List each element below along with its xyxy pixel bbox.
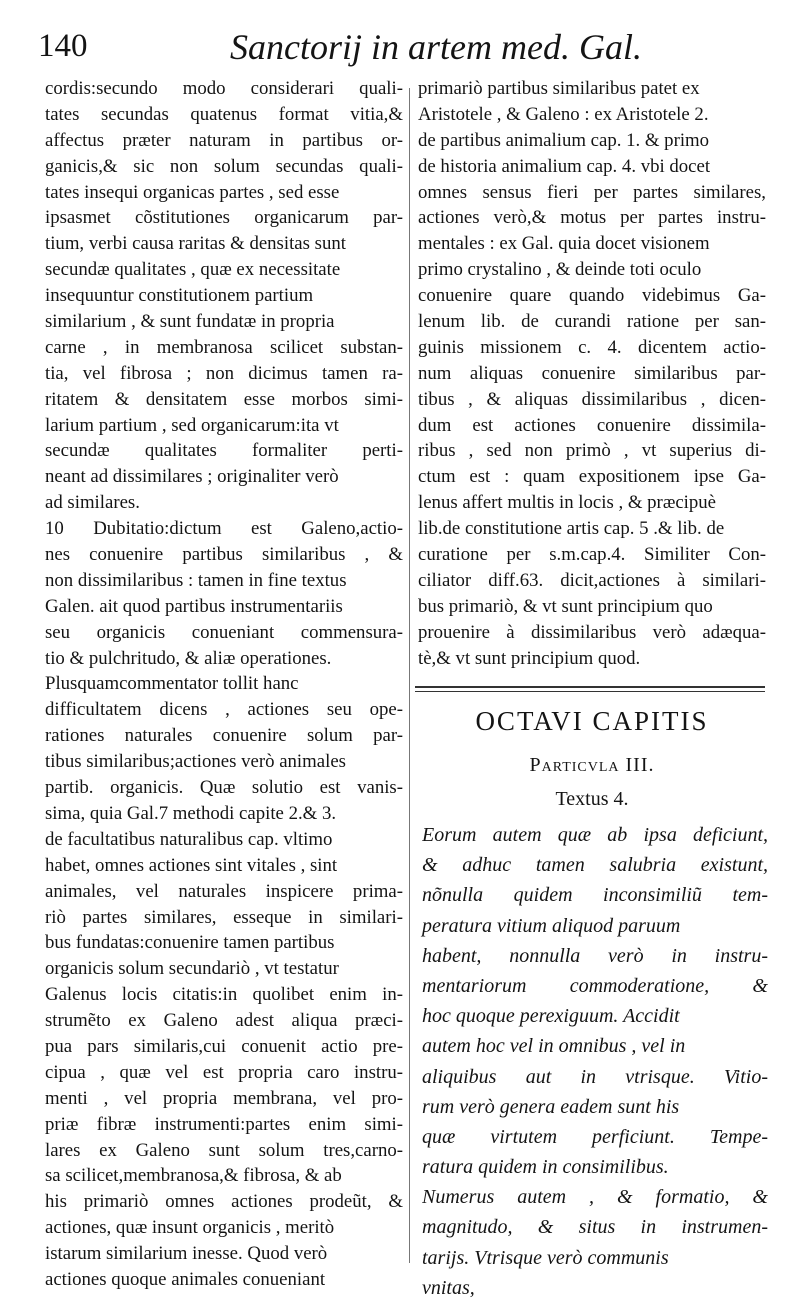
section-rule [415, 686, 765, 688]
quoted-line: peratura vitium aliquod paruum [422, 914, 681, 937]
text-line: secundæ qualitates , quæ ex necessitate [45, 259, 341, 281]
text-line: strumẽto ex Galeno adest aliqua præci- [45, 1010, 403, 1032]
text-line: carne , in membranosa scilicet substan- [45, 336, 403, 358]
text-line: tibus similaribus;actiones verò animales [45, 751, 346, 773]
text-line: Galen. ait quod partibus instrumentariis [45, 595, 343, 617]
text-line: guinis missionem c. 4. dicentem actio- [418, 336, 766, 358]
text-line: actiones quoque animales conueniant [45, 1268, 326, 1290]
text-line: partib. organicis. Quæ solutio est vanis- [45, 777, 403, 799]
text-line: cipua , quæ vel est propria caro instru- [45, 1061, 403, 1083]
text-line: num aliquas conuenire similaribus par- [418, 362, 766, 384]
text-line: organicis solum secundariò , vt testatur [45, 958, 339, 980]
text-line: Plusquamcommentator tollit hanc [45, 673, 299, 695]
quoted-line: ratura quidem in consimilibus. [422, 1156, 669, 1179]
column-rule [409, 88, 410, 1263]
text-line: conuenire quare quando videbimus Ga- [418, 285, 766, 307]
quoted-line: vnitas, [422, 1276, 475, 1299]
section-textus: Textus 4. [555, 788, 629, 810]
text-line: tium, verbi causa raritas & densitas sunt [45, 233, 346, 255]
text-line: prouenire à dissimilaribus verò adæqua- [418, 621, 766, 643]
text-line: tè,& vt sunt principium quod. [418, 647, 641, 669]
text-line: riò partes similares, esseque in similari- [45, 906, 403, 928]
text-line: sa scilicet,membranosa,& fibrosa, & ab [45, 1165, 342, 1187]
text-line: mentales : ex Gal. quia docet visionem [418, 233, 710, 255]
quoted-line: Eorum autem quæ ab ipsa deficiunt, [422, 824, 768, 846]
text-line: lib.de constitutione artis cap. 5 .& lib. de [418, 518, 725, 540]
text-line: actiones verò,& motus per partes instru- [418, 207, 766, 229]
text-line: lares ex Galeno sunt solum tres,carno- [45, 1139, 403, 1161]
text-line: non dissimilaribus : tamen in fine textus [45, 569, 347, 591]
quoted-text-block [422, 820, 768, 1303]
text-line: cordis:secundo modo considerari quali- [45, 78, 403, 99]
quoted-line: mentariorum commoderatione, & [422, 974, 768, 997]
text-line: larium partium , sed organicarum:ita vt [45, 414, 339, 436]
text-line: Aristotele , & Galeno : ex Aristotele 2. [418, 103, 709, 125]
text-line: ipsasmet cõstitutiones organicarum par- [45, 207, 403, 229]
text-line: lenum lib. de curandi ratione per san- [418, 311, 766, 333]
quoted-line: magnitudo, & situs in instrumen- [422, 1216, 768, 1239]
text-line: curatione per s.m.cap.4. Similiter Con- [418, 544, 766, 566]
text-line: ciliator diff.63. dicit,actiones à similari- [418, 569, 766, 591]
text-line: tates secundas quatenus format vitia,& [45, 103, 403, 125]
text-line: de facultatibus naturalibus cap. vltimo [45, 828, 333, 850]
text-line: difficultatem dicens , actiones seu ope- [45, 699, 403, 721]
text-line: tibus , & aliquas dissimilaribus , dicen- [418, 388, 766, 410]
section-rule-thin [415, 691, 765, 692]
text-line: lenus affert multis in locis , & præcipuè [418, 492, 717, 514]
text-line: affectus præter naturam in partibus or- [45, 129, 403, 151]
quoted-line: tarijs. Vtrisque verò communis [422, 1246, 669, 1269]
text-line: primo crystalino , & deinde toti oculo [418, 259, 702, 281]
text-line: bus fundatas:conuenire tamen partibus [45, 932, 335, 954]
text-line: primariò partibus similaribus patet ex [418, 78, 700, 99]
text-line: de historia animalium cap. 4. vbi docet [418, 155, 711, 177]
text-line: menti , vel propria membrana, vel pro- [45, 1087, 403, 1109]
quoted-line: autem hoc vel in omnibus , vel in [422, 1035, 686, 1058]
text-line: ad similares. [45, 492, 140, 514]
text-line: secundæ qualitates formaliter perti- [45, 440, 403, 462]
text-line: ribus , sed non primò , vt superius di- [418, 440, 766, 462]
quoted-line: quæ virtutem perficiunt. Tempe- [422, 1125, 768, 1148]
text-line: neant ad dissimilares ; originaliter verò [45, 466, 339, 488]
text-line: tia, vel fibrosa ; non dicimus tamen ra- [45, 362, 403, 384]
text-line: actiones, quæ insunt organicis , meritò [45, 1217, 335, 1239]
quoted-line: aliquibus aut in vtrisque. Vitio- [422, 1065, 768, 1088]
text-line: de partibus animalium cap. 1. & primo [418, 129, 710, 151]
text-line: ritatem & densitatem esse morbos simi- [45, 388, 403, 410]
text-line: nes conuenire partibus similaribus , & [45, 544, 403, 566]
quoted-line: rum verò genera eadem sunt his [422, 1095, 680, 1118]
text-line: Galenus locis citatis:in quolibet enim in- [45, 984, 403, 1006]
page-header [30, 22, 770, 72]
text-line: 10 Dubitatio:dictum est Galeno,actio- [45, 518, 403, 540]
text-line: priæ fibræ instrumenti:partes enim simi- [45, 1113, 403, 1135]
quoted-line: & adhuc tamen salubria existunt, [422, 854, 768, 877]
section-title: OCTAVI CAPITIS [475, 706, 709, 736]
quoted-line: nõnulla quidem inconsimiliũ tem- [422, 884, 768, 907]
text-line: seu organicis conueniant commensura- [45, 621, 403, 643]
text-line: istarum similarium inesse. Quod verò [45, 1243, 328, 1265]
text-line: sima, quia Gal.7 methodi capite 2.& 3. [45, 802, 337, 824]
text-line: pua pars similaris,cui conuenit actio pre- [45, 1035, 403, 1057]
text-line: insequuntur constitutionem partium [45, 285, 314, 307]
text-line: similarium , & sunt fundatæ in propria [45, 311, 335, 333]
running-head: Sanctorij in artem med. Gal. [230, 27, 642, 67]
left-column [45, 76, 403, 1293]
right-column [418, 76, 766, 671]
text-line: ctum est : quam expositionem ipse Ga- [418, 466, 766, 488]
text-line: bus primariò, & vt sunt principium quo [418, 595, 713, 617]
text-line: dum est actiones conuenire dissimila- [418, 414, 766, 436]
text-line: tates insequi organicas partes , sed esse [45, 181, 340, 203]
text-line: tio & pulchritudo, & aliæ operationes. [45, 647, 332, 669]
quoted-line: habent, nonnulla verò in instru- [422, 944, 768, 967]
quoted-line: hoc quoque perexiguum. Accidit [422, 1005, 680, 1028]
section-particula: Particvla III. [529, 754, 655, 776]
text-line: omnes sensus fieri per partes similares, [418, 181, 766, 203]
text-line: his primariò omnes actiones prodeũt, & [45, 1191, 403, 1213]
text-line: animales, vel naturales inspicere prima- [45, 880, 403, 902]
page-number: 140 [38, 28, 88, 64]
text-line: ganicis,& sic non solum secundas quali- [45, 155, 403, 177]
text-line: habet, omnes actiones sint vitales , sint [45, 854, 338, 876]
quoted-line: Numerus autem , & formatio, & [422, 1186, 768, 1209]
text-line: rationes naturales conuenire solum par- [45, 725, 403, 747]
